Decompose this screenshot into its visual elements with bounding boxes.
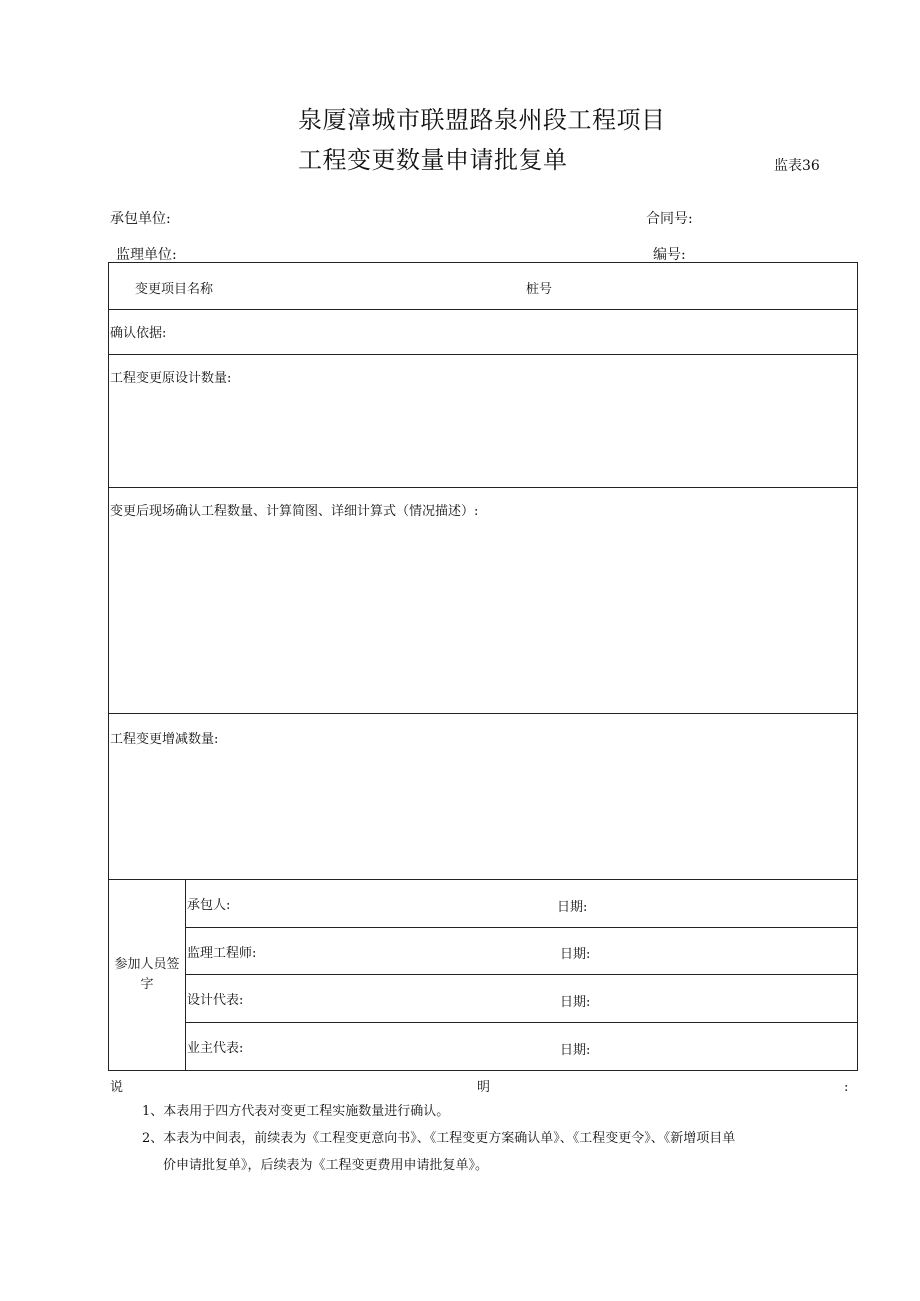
signer-date-label: 日期: [560, 947, 591, 962]
stake-number-field[interactable] [569, 269, 849, 303]
signer-role: 监理工程师: [187, 945, 257, 961]
form-number: 监表36 [774, 158, 820, 174]
note-item-1: 1、本表用于四方代表对变更工程实施数量进行确认。 [142, 1104, 450, 1119]
supervisor-label: 监理单位: [116, 247, 177, 263]
contractor-label: 承包单位: [110, 211, 171, 227]
signers-label: 参加人员签字 [114, 957, 180, 992]
document-subtitle: 工程变更数量申请批复单 [298, 146, 568, 174]
signer-date-label: 日期: [560, 995, 591, 1010]
stake-number-label: 桩号 [526, 282, 553, 297]
signer-row [109, 1023, 858, 1071]
signer-role: 业主代表: [187, 1041, 244, 1056]
signer-row [109, 880, 858, 928]
change-quantity-form [108, 262, 858, 1071]
signer-row [109, 975, 858, 1023]
item-name-label: 变更项目名称 [135, 282, 214, 297]
onsite-quantity-label: 变更后现场确认工程数量、计算简图、详细计算式（情况描述）: [110, 504, 479, 519]
notes-label-left: 说 [110, 1080, 124, 1095]
note-item-2-continued: 价申请批复单》，后续表为《工程变更费用申请批复单》。 [163, 1158, 489, 1173]
notes-label-mid: 明 [477, 1080, 491, 1095]
signers-cell [109, 880, 186, 1071]
onsite-quantity-field[interactable] [109, 488, 858, 714]
basis-field[interactable] [109, 310, 858, 355]
basis-label: 确认依据: [110, 326, 167, 341]
signer-contractor[interactable] [186, 880, 858, 928]
notes-label-right: : [844, 1080, 849, 1095]
contract-number-label: 合同号: [646, 211, 693, 227]
original-quantity-row [109, 355, 858, 488]
signer-row [109, 928, 858, 975]
document-title: 泉厦漳城市联盟路泉州段工程项目 [298, 106, 666, 134]
item-name-field[interactable] [259, 269, 519, 303]
note-item-2: 2、本表为中间表，前续表为《工程变更意向书》、《工程变更方案确认单》、《工程变更令》、《新增项目单 [142, 1131, 736, 1146]
onsite-quantity-row [109, 488, 858, 714]
signer-owner-rep[interactable] [186, 1023, 858, 1071]
signer-supervisor-engineer[interactable] [186, 928, 858, 975]
serial-number-label: 编号: [653, 247, 686, 263]
signer-date-label: 日期: [560, 1043, 591, 1058]
original-quantity-field[interactable] [109, 355, 858, 488]
original-quantity-label: 工程变更原设计数量: [110, 371, 232, 386]
item-name-row [109, 263, 858, 310]
signer-design-rep[interactable] [186, 975, 858, 1023]
change-quantity-field[interactable] [109, 714, 858, 880]
basis-row [109, 310, 858, 355]
change-quantity-row [109, 714, 858, 880]
signer-role: 承包人: [187, 898, 231, 913]
signer-role: 设计代表: [187, 993, 244, 1008]
change-quantity-label: 工程变更增减数量: [110, 732, 219, 747]
signer-date-label: 日期: [557, 900, 588, 915]
